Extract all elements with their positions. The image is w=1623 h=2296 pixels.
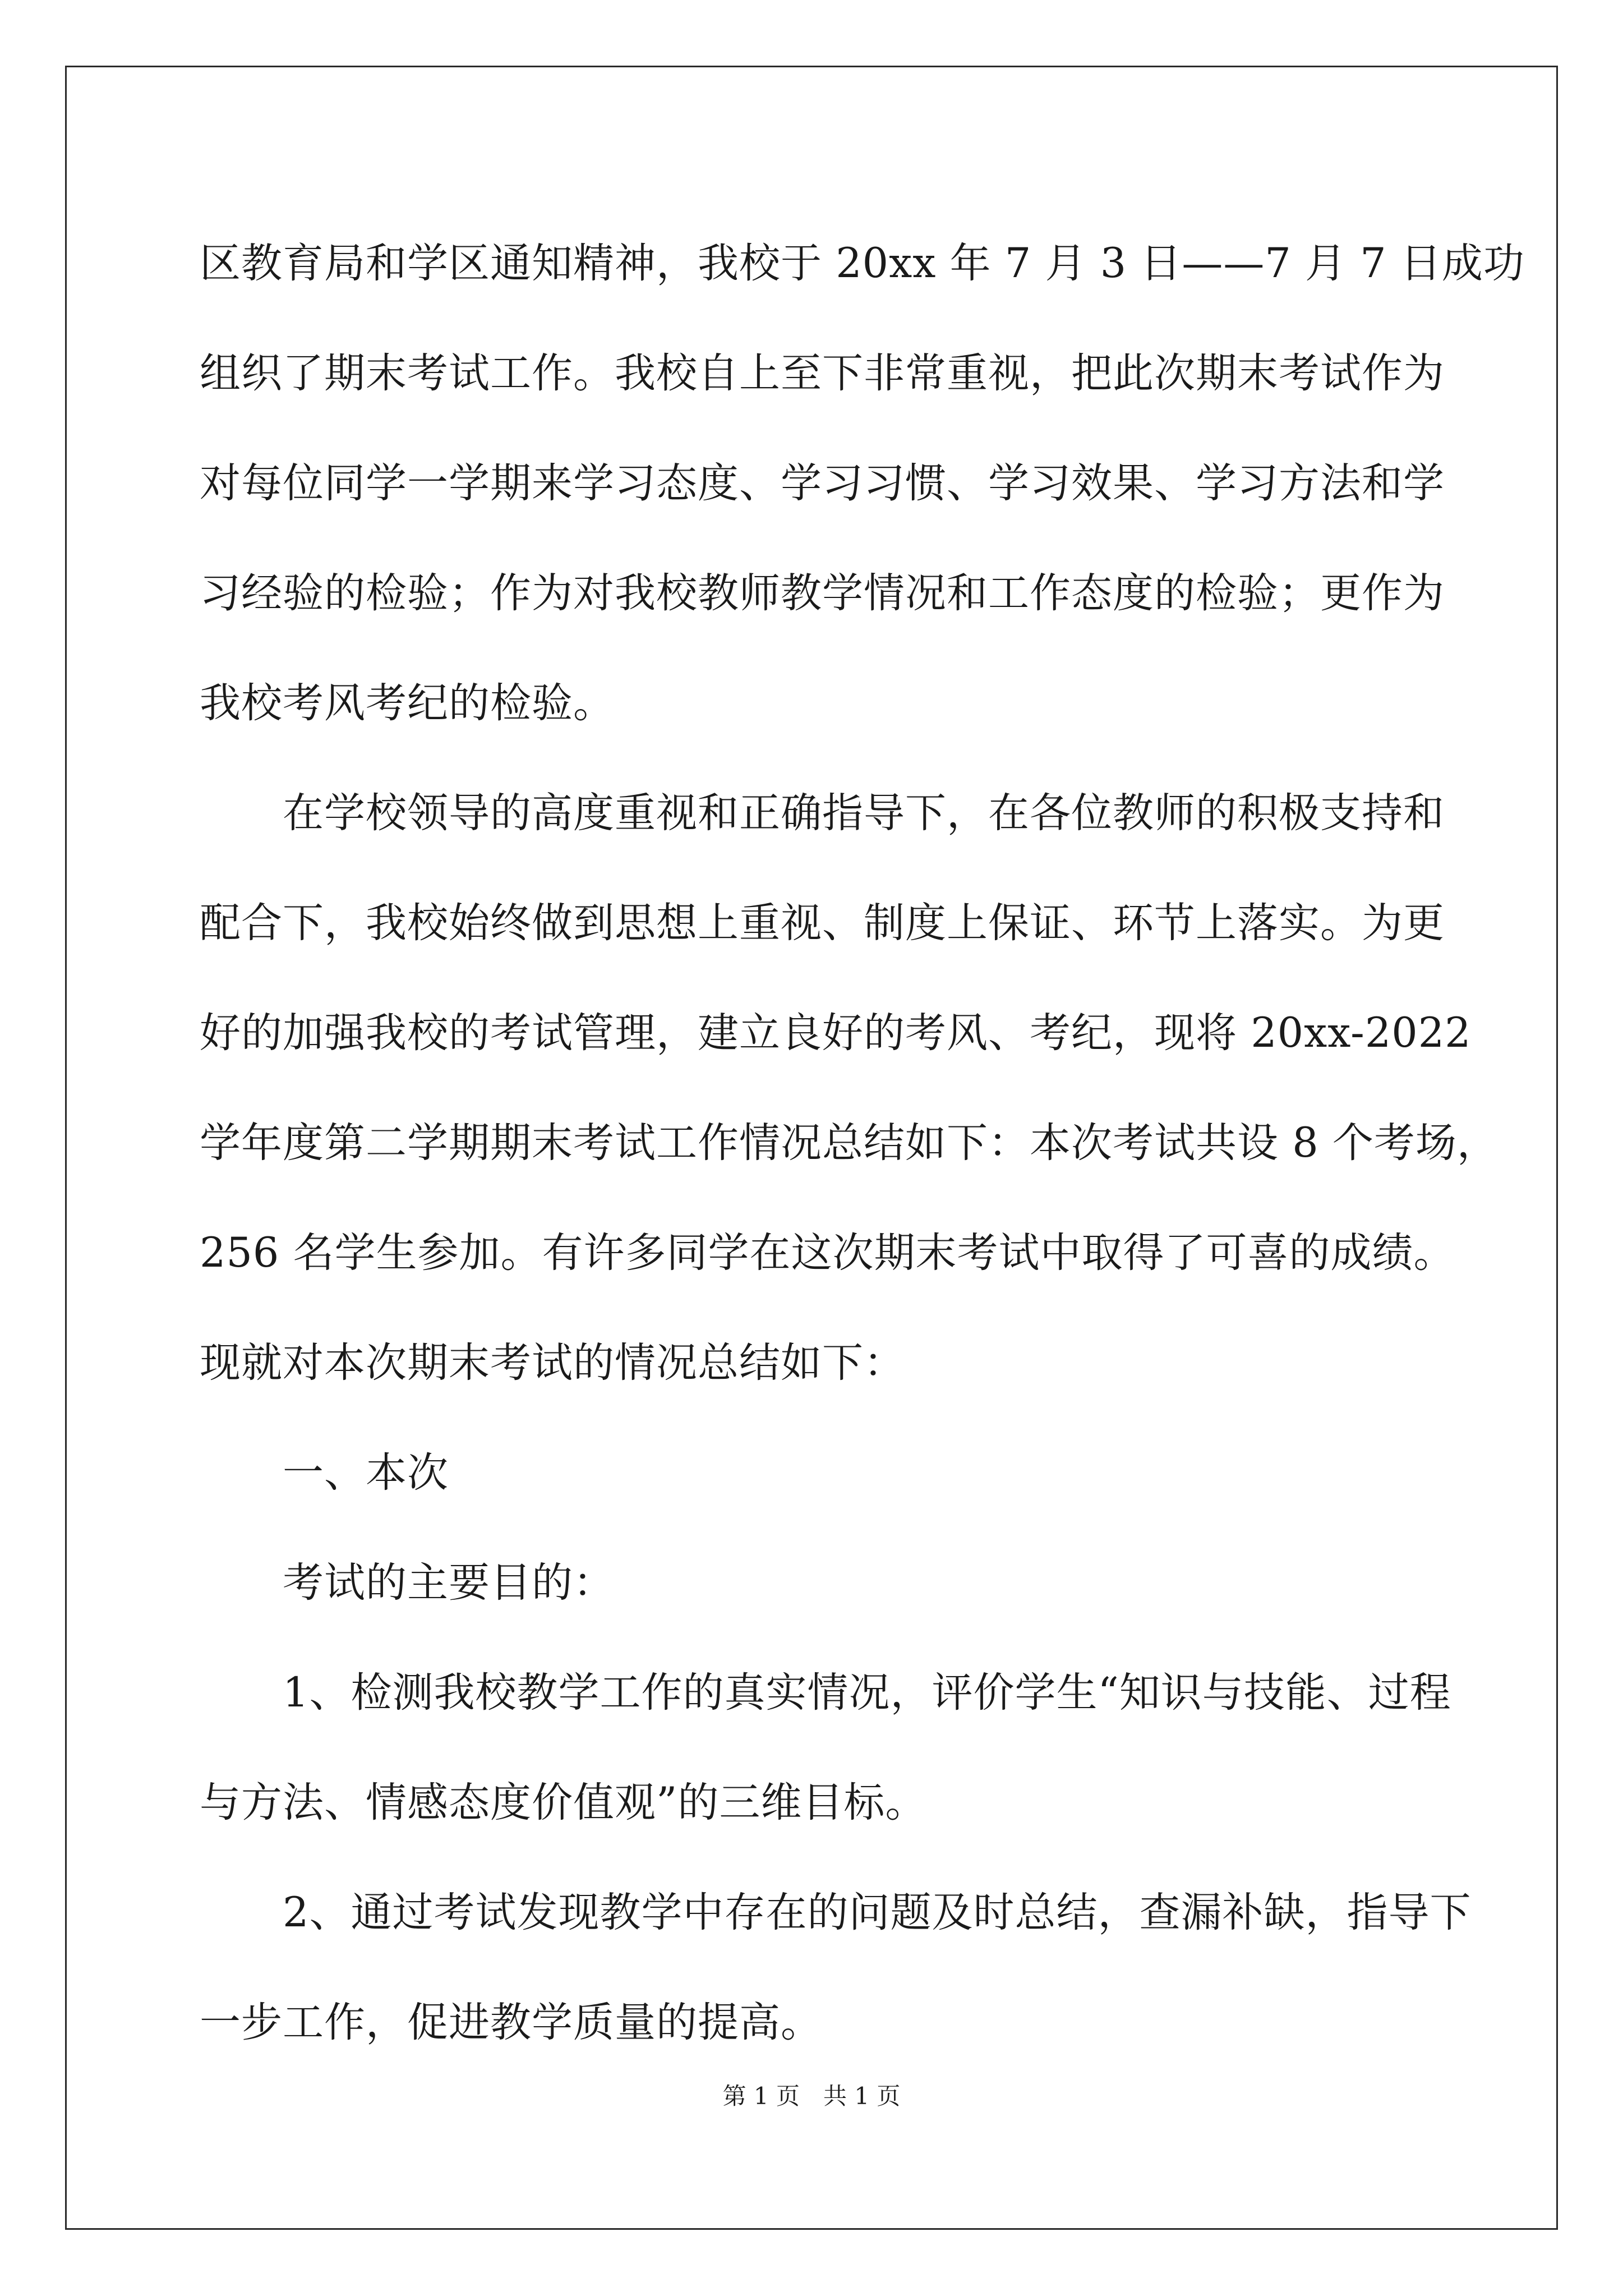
text-line: 学年度第二学期期末考试工作情况总结如下：本次考试共设 8 个考场， (200, 1119, 1498, 1167)
text-line: 在学校领导的高度重视和正确指导下，在各位教师的积极支持和 (283, 789, 1445, 837)
list-item: 2、通过考试发现教学中存在的问题及时总结，查漏补缺，指导下 (283, 1889, 1472, 1936)
text-line: 对每位同学一学期来学习态度、学习习惯、学习效果、学习方法和学 (200, 459, 1445, 507)
text-line: 与方法、情感态度价值观”的三维目标。 (200, 1779, 927, 1826)
text-line: 习经验的检验；作为对我校教师教学情况和工作态度的检验；更作为 (200, 569, 1445, 617)
text-line: 我校考风考纪的检验。 (200, 679, 615, 727)
section-heading: 一、本次 (283, 1449, 449, 1497)
list-item: 1、检测我校教学工作的真实情况，评价学生“知识与技能、过程 (283, 1669, 1451, 1717)
text-line: 一步工作，促进教学质量的提高。 (200, 1999, 822, 2046)
text-line: 好的加强我校的考试管理，建立良好的考风、考纪，现将 20xx-2022 (200, 1009, 1472, 1057)
text-line: 256 名学生参加。有许多同学在这次期末考试中取得了可喜的成绩。 (200, 1229, 1455, 1277)
text-line: 组织了期末考试工作。我校自上至下非常重视，把此次期末考试作为 (200, 349, 1445, 397)
document-body (200, 209, 1525, 2078)
text-line: 现就对本次期末考试的情况总结如下： (200, 1339, 905, 1387)
text-line: 区教育局和学区通知精神，我校于 20xx 年 7 月 3 日——7 月 7 日成功 (200, 240, 1525, 287)
text-line: 配合下，我校始终做到思想上重视、制度上保证、环节上落实。为更 (200, 899, 1445, 947)
text-line: 考试的主要目的： (283, 1559, 615, 1607)
page-number: 第 1 页 共 1 页 (722, 2082, 901, 2110)
